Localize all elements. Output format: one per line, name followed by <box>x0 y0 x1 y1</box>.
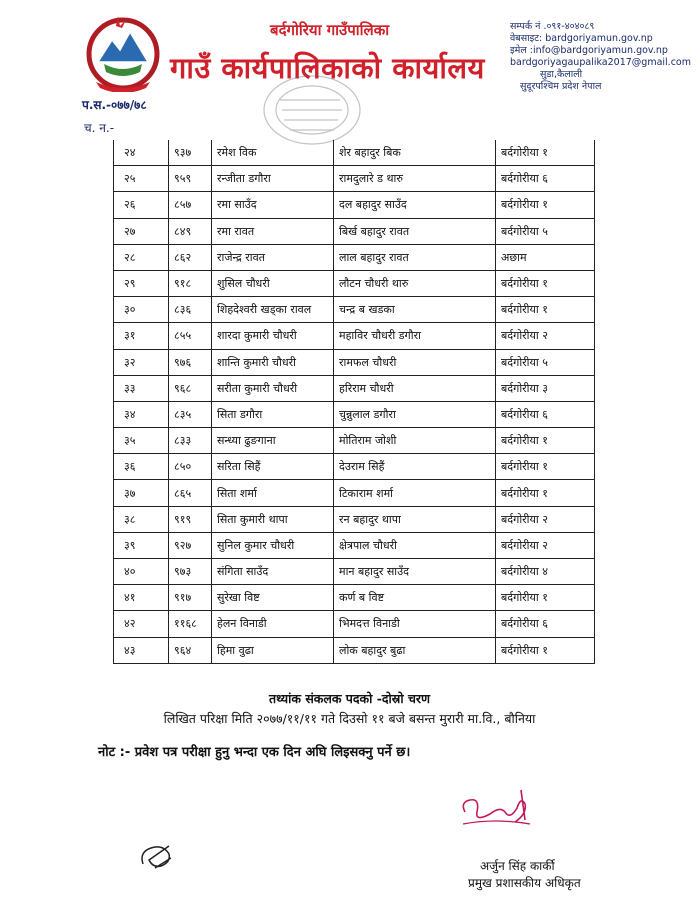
serial-number: ३१ <box>114 323 169 349</box>
candidate-address: बर्दगोरीया १ <box>496 192 595 218</box>
father-name: भिमदत्त विनाडी <box>334 611 496 637</box>
table-row <box>114 480 595 506</box>
candidate-name: सिता शर्मा <box>212 480 334 506</box>
roll-number: ८६२ <box>169 244 212 270</box>
roll-number: ९१७ <box>169 585 212 611</box>
father-name: टिकाराम शर्मा <box>334 480 496 506</box>
serial-number: ३७ <box>114 480 169 506</box>
father-name: शेर बहादुर बिक <box>334 140 496 166</box>
father-name: देउराम सिहैं <box>334 454 496 480</box>
serial-number: ३५ <box>114 428 169 454</box>
exam-schedule: लिखित परिक्षा मिति २०७७/११/११ गते दिउसो ११ बजे बसन्त मुरारी मा.वि., बौनिया <box>163 711 536 726</box>
candidate-address: बर्दगोरीया ३ <box>496 375 595 401</box>
table-row <box>114 401 595 427</box>
roll-number: ९७६ <box>169 349 212 375</box>
phase-heading: तथ्यांक संकलक पदको -दोस्रो चरण <box>268 691 431 706</box>
father-name: कर्ण ब विष्ट <box>334 585 496 611</box>
serial-number: २९ <box>114 270 169 296</box>
candidate-address: बर्दगोरीया १ <box>496 637 595 663</box>
father-name: मान बहादुर साउँद <box>334 559 496 585</box>
nepal-emblem-icon <box>82 12 164 92</box>
contact-province: सुदूरपश्चिम प्रदेश नेपाल <box>520 81 602 92</box>
office-name: बर्दगोरिया गाउँपालिका <box>270 21 390 39</box>
candidate-name: संगिता साउँद <box>212 559 334 585</box>
candidate-name: सन्ध्या ढुङगाना <box>212 428 334 454</box>
candidate-name: शारदा कुमारी चौधरी <box>212 323 334 349</box>
candidate-name: सुनिल कुमार चौधरी <box>212 532 334 558</box>
roll-number: ८३५ <box>169 401 212 427</box>
table-row <box>114 323 595 349</box>
candidate-address: बर्दगोरीया २ <box>496 506 595 532</box>
candidate-table <box>113 140 595 664</box>
table-row <box>114 454 595 480</box>
serial-number: २४ <box>114 140 169 166</box>
contact-email-alt: bardgoriyagaupalika2017@gmail.com <box>510 57 691 68</box>
candidate-address: बर्दगोरीया ४ <box>496 559 595 585</box>
table-row <box>114 559 595 585</box>
table-row <box>114 585 595 611</box>
roll-number: ९३७ <box>169 140 212 166</box>
father-name: बिर्ख बहादुर रावत <box>334 218 496 244</box>
candidate-name: रन्जीता डगौरा <box>212 166 334 192</box>
serial-number: ४० <box>114 559 169 585</box>
roll-number: ९२७ <box>169 532 212 558</box>
candidate-address: बर्दगोरीया २ <box>496 323 595 349</box>
roll-number: ९६४ <box>169 637 212 663</box>
candidate-name: सरिता सिहैं <box>212 454 334 480</box>
admit-card-note: नोट :- प्रवेश पत्र परीक्षा हुनु भन्दा एक दिन अघि लिइसक्नु पर्ने छ। <box>98 745 411 760</box>
roll-number: ८३३ <box>169 428 212 454</box>
candidate-address: अछाम <box>496 244 595 270</box>
candidate-name: शिहदेश्वरी खड्का रावल <box>212 297 334 323</box>
office-title: गाउँ कार्यपालिकाको कार्यालय <box>170 51 485 85</box>
serial-number: ३० <box>114 297 169 323</box>
roll-number: ८६५ <box>169 480 212 506</box>
contact-district: सुडा,कैलाली <box>540 69 583 80</box>
serial-number: ४३ <box>114 637 169 663</box>
table-row <box>114 140 595 166</box>
candidate-name: सिता कुमारी थापा <box>212 506 334 532</box>
roll-number: ९१८ <box>169 270 212 296</box>
candidate-address: बर्दगोरीया ६ <box>496 401 595 427</box>
signer-name: अर्जुन सिंह कार्की <box>480 859 555 873</box>
table-row <box>114 637 595 663</box>
table-row <box>114 297 595 323</box>
contact-block <box>510 21 691 93</box>
table-row <box>114 218 595 244</box>
candidate-address: बर्दगोरीया १ <box>496 428 595 454</box>
candidate-name: रमेश विक <box>212 140 334 166</box>
candidate-address: बर्दगोरीया १ <box>496 140 595 166</box>
candidate-address: बर्दगोरीया ६ <box>496 166 595 192</box>
roll-number: ९७३ <box>169 559 212 585</box>
father-name: क्षेत्रपाल चौधरी <box>334 532 496 558</box>
serial-number: ३४ <box>114 401 169 427</box>
father-name: हरिराम चौधरी <box>334 375 496 401</box>
table-row <box>114 349 595 375</box>
candidate-address: बर्दगोरीया २ <box>496 532 595 558</box>
serial-number: ३२ <box>114 349 169 375</box>
contact-website: वेबसाइट: bardgoriyamun.gov.np <box>510 33 653 44</box>
candidate-address: बर्दगोरीया १ <box>496 585 595 611</box>
candidate-address: बर्दगोरीया १ <box>496 270 595 296</box>
father-name: मोतिराम जोशी <box>334 428 496 454</box>
serial-number: ४१ <box>114 585 169 611</box>
candidate-name: हिमा वुढा <box>212 637 334 663</box>
candidate-name: सरीता कुमारी चौधरी <box>212 375 334 401</box>
roll-number: ८३६ <box>169 297 212 323</box>
roll-number: ९५९ <box>169 166 212 192</box>
table-row <box>114 270 595 296</box>
father-name: महाविर चौधरी डगौरा <box>334 323 496 349</box>
candidate-rows <box>114 140 595 663</box>
father-name: लाल बहादुर रावत <box>334 244 496 270</box>
roll-number: ८४९ <box>169 218 212 244</box>
roll-number: ९६८ <box>169 375 212 401</box>
serial-number: ४२ <box>114 611 169 637</box>
serial-number: २७ <box>114 218 169 244</box>
serial-number: २५ <box>114 166 169 192</box>
roll-number: ९१९ <box>169 506 212 532</box>
contact-phone: सम्पर्क नं .०९१-४०४०८९ <box>510 21 595 32</box>
father-name: लोक बहादुर बुढा <box>334 637 496 663</box>
roll-number: ११६८ <box>169 611 212 637</box>
father-name: रन बहादुर थापा <box>334 506 496 532</box>
initial-mark-icon <box>135 838 180 873</box>
candidate-name: शान्ति कुमारी चौधरी <box>212 349 334 375</box>
serial-number: ३८ <box>114 506 169 532</box>
table-row <box>114 166 595 192</box>
father-name: चुन्नुलाल डगौरा <box>334 401 496 427</box>
table-row <box>114 244 595 270</box>
father-name: लौटन चौधरी थारु <box>334 270 496 296</box>
serial-number: ३३ <box>114 375 169 401</box>
table-row <box>114 532 595 558</box>
table-row <box>114 375 595 401</box>
candidate-name: हेलन विनाडी <box>212 611 334 637</box>
contact-email: इमेल :info@bardgoriyamun.gov.np <box>510 45 668 56</box>
reference-number: प.स.-०७७/७८ <box>82 98 147 112</box>
serial-number: २८ <box>114 244 169 270</box>
candidate-address: बर्दगोरीया ५ <box>496 349 595 375</box>
candidate-name: रमा साउँद <box>212 192 334 218</box>
serial-number: २६ <box>114 192 169 218</box>
father-name: रामफल चौधरी <box>334 349 496 375</box>
roll-number: ८५७ <box>169 192 212 218</box>
candidate-address: बर्दगोरीया १ <box>496 454 595 480</box>
table-row <box>114 192 595 218</box>
table-row <box>114 611 595 637</box>
candidate-name: रमा रावत <box>212 218 334 244</box>
candidate-address: बर्दगोरीया ६ <box>496 611 595 637</box>
serial-number: ३९ <box>114 532 169 558</box>
signer-title: प्रमुख प्रशासकीय अधिकृत <box>468 876 581 890</box>
candidate-name: सुरेखा विष्ट <box>212 585 334 611</box>
candidate-address: बर्दगोरीया १ <box>496 480 595 506</box>
table-row <box>114 428 595 454</box>
candidate-address: बर्दगोरीया ५ <box>496 218 595 244</box>
father-name: रामदुलारे ड थारु <box>334 166 496 192</box>
candidate-name: सिता डगौरा <box>212 401 334 427</box>
father-name: दल बहादुर साउँद <box>334 192 496 218</box>
serial-number: ३६ <box>114 454 169 480</box>
candidate-name: शुसिल चौधरी <box>212 270 334 296</box>
table-row <box>114 506 595 532</box>
roll-number: ८५० <box>169 454 212 480</box>
roll-number: ८५५ <box>169 323 212 349</box>
father-name: चन्द्र ब खडका <box>334 297 496 323</box>
candidate-name: राजेन्द्र रावत <box>212 244 334 270</box>
signature-icon <box>455 782 545 832</box>
candidate-address: बर्दगोरीया १ <box>496 297 595 323</box>
dispatch-number: च. न.- <box>84 121 115 135</box>
